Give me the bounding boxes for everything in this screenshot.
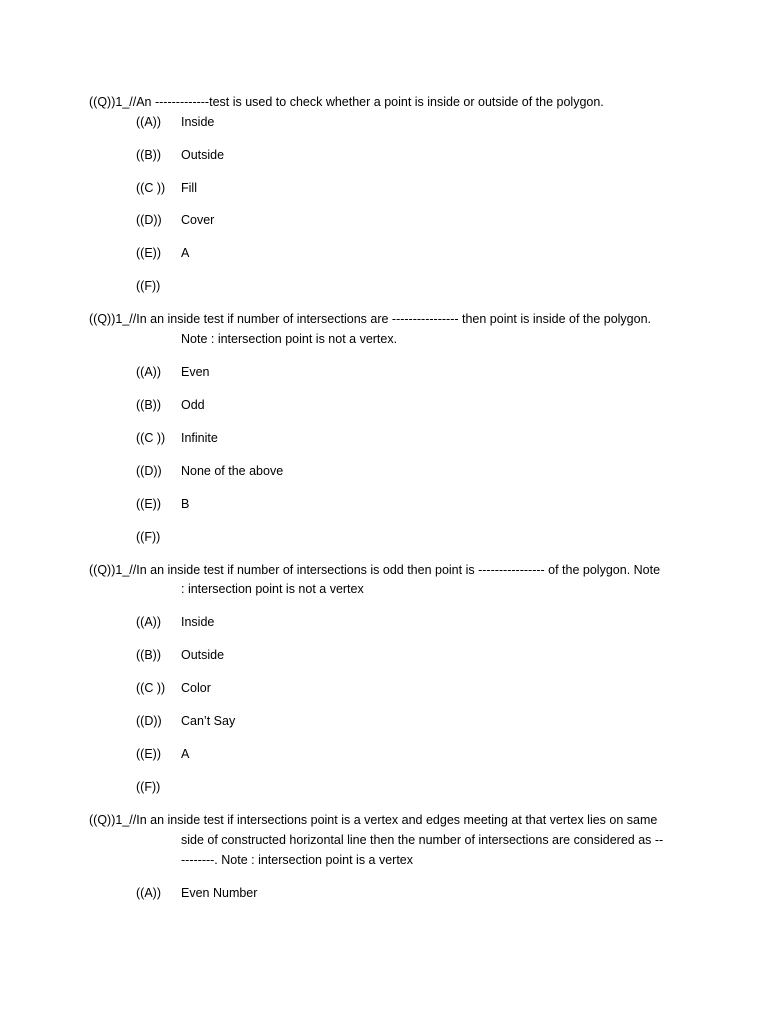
question-2-option-b-label: ((B))	[136, 398, 161, 412]
question-1-option-c-text: Fill	[181, 181, 197, 195]
question-2-option-b-text: Odd	[181, 398, 205, 412]
question-2-option-e-label: ((E))	[136, 497, 161, 511]
question-3-option-a-label: ((A))	[136, 615, 161, 629]
question-4-option-a-text: Even Number	[181, 886, 258, 900]
question-3-option-f-label: ((F))	[136, 780, 161, 794]
question-3-text-line-2: : intersection point is not a vertex	[181, 582, 364, 596]
question-2-option-d-label: ((D))	[136, 464, 162, 478]
question-1-option-d-text: Cover	[181, 213, 215, 227]
question-1-option-c-label: ((C ))	[136, 181, 166, 195]
question-4-text-line-3: --------. Note : intersection point is a vertex	[181, 853, 414, 867]
question-4-text-line-2: side of constructed horizontal line then the number of intersections are considered as --	[181, 833, 664, 847]
question-3-option-b-label: ((B))	[136, 648, 161, 662]
question-2-option-a-text: Even	[181, 365, 210, 379]
question-2-option-d-text: None of the above	[181, 464, 284, 478]
question-1-option-a-text: Inside	[181, 115, 215, 129]
question-2-text-line-2: Note : intersection point is not a vertex.	[181, 332, 398, 346]
question-3-option-c-label: ((C ))	[136, 681, 166, 695]
question-1-option-e-text: A	[181, 246, 190, 260]
question-1-option-f-label: ((F))	[136, 279, 161, 293]
question-1-text: ((Q))1_//An -------------test is used to check whether a point is inside or outside of the polygon.	[89, 95, 604, 109]
question-2-option-e-text: B	[181, 497, 190, 511]
question-3-text: ((Q))1_//In an inside test if number of intersections is odd then point is ---------------- of the polygon. Note	[89, 563, 661, 577]
question-2-option-c-label: ((C ))	[136, 431, 166, 445]
question-2-text: ((Q))1_//In an inside test if number of intersections are ---------------- then point is inside of the polygon.	[89, 312, 652, 326]
question-2-option-f-label: ((F))	[136, 530, 161, 544]
question-3-option-d-label: ((D))	[136, 714, 162, 728]
question-3-option-e-label: ((E))	[136, 747, 161, 761]
question-1-option-b-text: Outside	[181, 148, 225, 162]
question-4-text: ((Q))1_//In an inside test if intersections point is a vertex and edges meeting at that vertex lies on same	[89, 813, 658, 827]
question-3-option-b-text: Outside	[181, 648, 225, 662]
question-3-option-e-text: A	[181, 747, 190, 761]
question-2-option-a-label: ((A))	[136, 365, 161, 379]
question-1-option-e-label: ((E))	[136, 246, 161, 260]
question-3-option-a-text: Inside	[181, 615, 215, 629]
question-1-option-d-label: ((D))	[136, 213, 162, 227]
question-3-option-d-text: Can’t Say	[181, 714, 236, 728]
question-4-option-a-label: ((A))	[136, 886, 161, 900]
question-3-option-c-text: Color	[181, 681, 211, 695]
question-1-option-a-label: ((A))	[136, 115, 161, 129]
question-1-option-b-label: ((B))	[136, 148, 161, 162]
question-2-option-c-text: Infinite	[181, 431, 218, 445]
